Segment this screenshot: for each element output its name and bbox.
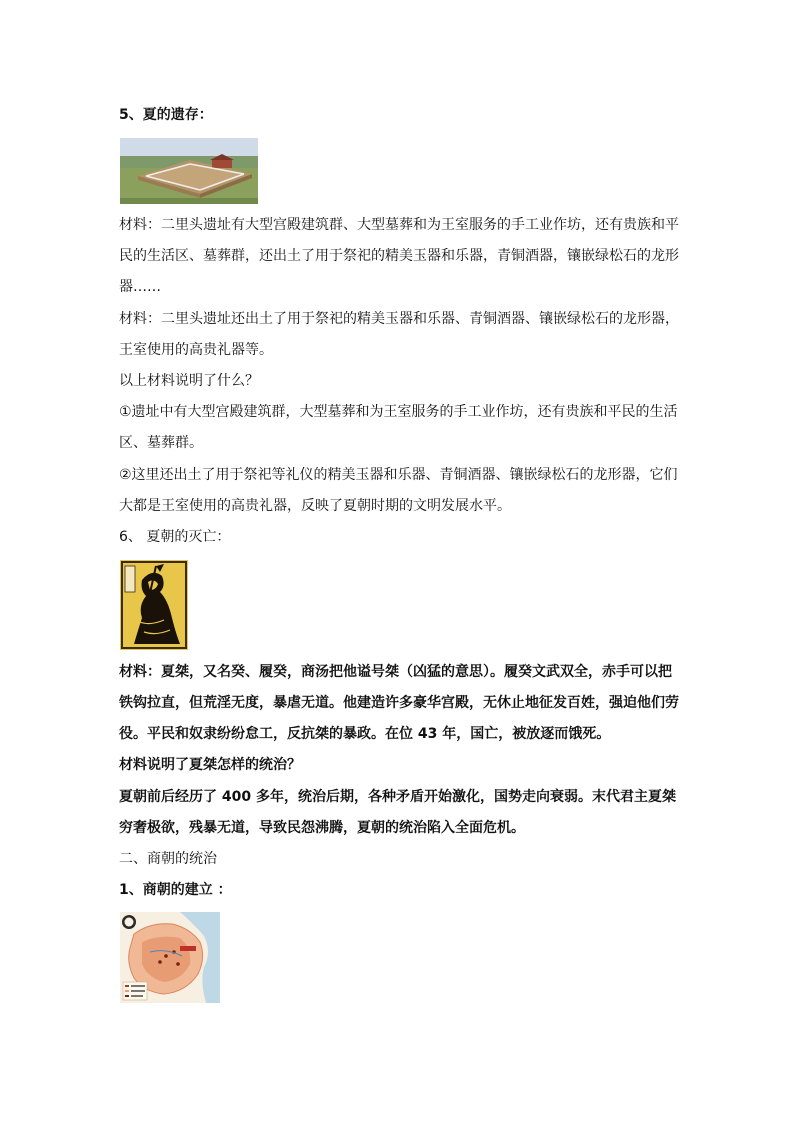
material-1: 材料：二里头遗址有大型宫殿建筑群、大型墓葬和为王室服务的手工业作坊，还有贵族和平民的生活区、墓葬群，还出土了用于祭祀的精美玉器和乐器，青铜酒器，镶嵌绿松石的龙形器……: [119, 217, 679, 295]
section-1-heading: 1、商朝的建立 ：: [119, 882, 232, 898]
shang-map-illustration: [120, 912, 220, 1003]
jie-portrait-illustration: [120, 560, 188, 650]
answer-2: ②这里还出土了用于祭祀等礼仪的精美玉器和乐器、青铜酒器、镶嵌绿松石的龙形器，它们大都是王室使用的高贵礼器，反映了夏朝时期的文明发展水平。: [119, 467, 678, 514]
section-5-heading: 5、夏的遗存：: [119, 107, 213, 123]
erlitou-ruins-image: [120, 138, 258, 204]
material-2: 材料：二里头遗址还出土了用于祭祀的精美玉器和乐器、青铜酒器、镶嵌绿松石的龙形器，王室使用的高贵礼器等。: [119, 311, 679, 358]
section-6-heading: 6、 夏朝的灭亡：: [119, 529, 231, 545]
answer-1: ①遗址中有大型宫殿建筑群，大型墓葬和为王室服务的手工业作坊，还有贵族和平民的生活区、墓葬群。: [119, 404, 678, 451]
palace-model-illustration: [120, 138, 258, 204]
question-2: 材料说明了夏桀怎样的统治？: [119, 757, 301, 773]
shang-map-image: [120, 912, 220, 1003]
part-2-heading: 二、商朝的统治: [119, 851, 217, 867]
xia-jie-image: [120, 560, 188, 650]
material-3: 材料：夏桀，又名癸、履癸，商汤把他谥号桀（凶猛的意思）。履癸文武双全，赤手可以把铁钩拉直，但荒淫无度，暴虐无道。他建造许多豪华宫殿，无休止地征发百姓，强迫他们劳役。平民和奴隶纷纷怠工，反抗桀的暴政。在位 43 年，国亡，被放逐而饿死。: [119, 664, 679, 742]
question-1: 以上材料说明了什么？: [119, 373, 259, 389]
answer-3: 夏朝前后经历了 400 多年，统治后期，各种矛盾开始激化，国势走向衰弱。末代君主夏桀穷奢极欲，残暴无道，导致民怨沸腾，夏朝的统治陷入全面危机。: [119, 789, 676, 836]
